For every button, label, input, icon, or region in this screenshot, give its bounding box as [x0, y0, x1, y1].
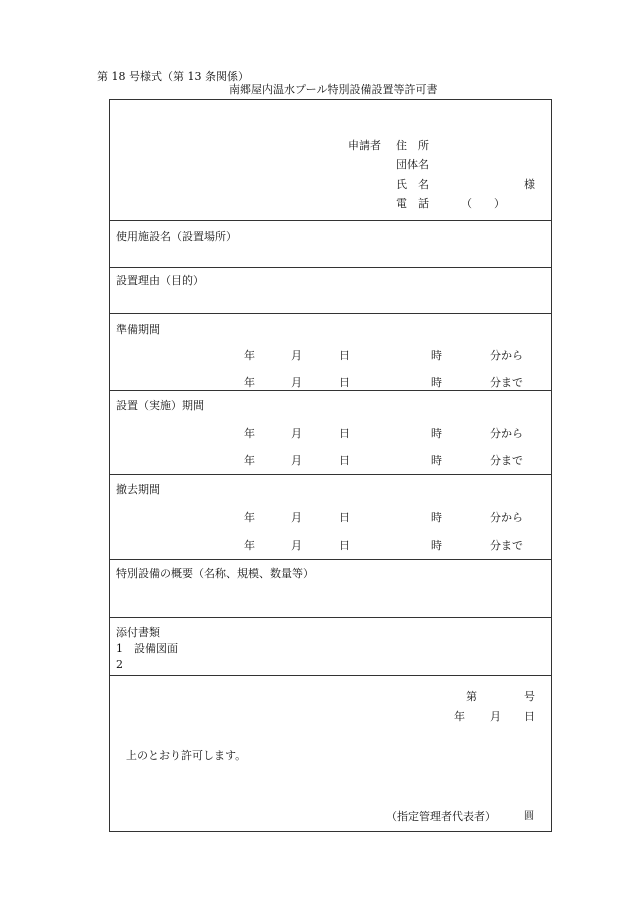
year-unit: 年 — [244, 454, 255, 467]
minute-until-unit: 分まで — [490, 454, 523, 467]
row-divider — [109, 390, 552, 391]
preparation-period-label: 準備期間 — [116, 323, 160, 336]
year-unit: 年 — [244, 427, 255, 440]
minute-until-unit: 分まで — [490, 539, 523, 552]
month-unit: 月 — [291, 539, 302, 552]
year-unit: 年 — [244, 376, 255, 389]
row-divider — [109, 559, 552, 560]
hour-unit: 時 — [431, 511, 442, 524]
removal-period-label: 撤去期間 — [116, 483, 160, 496]
day-unit: 日 — [339, 539, 350, 552]
attachment-item-1: 1 設備図面 — [116, 642, 178, 655]
address-label: 住 所 — [396, 139, 429, 152]
applicant-label: 申請者 — [348, 139, 381, 152]
hour-unit: 時 — [431, 427, 442, 440]
installation-period-label: 設置（実施）期間 — [116, 399, 204, 412]
row-divider — [109, 617, 552, 618]
year-unit: 年 — [244, 349, 255, 362]
minute-from-unit: 分から — [490, 349, 523, 362]
year-unit: 年 — [244, 539, 255, 552]
minute-from-unit: 分から — [490, 427, 523, 440]
document-title: 南郷屋内温水プール特別設備設置等許可書 — [229, 83, 438, 96]
month-unit: 月 — [291, 511, 302, 524]
hour-unit: 時 — [431, 376, 442, 389]
day-unit: 日 — [339, 454, 350, 467]
seal-mark: 圓 — [524, 811, 534, 822]
attachments-label: 添付書類 — [116, 626, 160, 639]
row-divider — [109, 220, 552, 221]
minute-until-unit: 分まで — [490, 376, 523, 389]
day-unit: 日 — [339, 511, 350, 524]
phone-parentheses: （ ） — [461, 197, 505, 210]
day-unit: 日 — [339, 376, 350, 389]
hour-unit: 時 — [431, 349, 442, 362]
attachment-item-2: 2 — [116, 658, 123, 671]
day-unit: 日 — [339, 349, 350, 362]
name-label: 氏 名 — [396, 178, 429, 191]
month-unit: 月 — [291, 454, 302, 467]
honorific: 様 — [524, 178, 535, 191]
row-divider — [109, 313, 552, 314]
approval-month-unit: 月 — [490, 710, 501, 723]
permit-number-suffix: 号 — [524, 690, 535, 703]
month-unit: 月 — [291, 427, 302, 440]
phone-label: 電 話 — [396, 197, 429, 210]
signer-title: （指定管理者代表者） — [386, 810, 496, 823]
day-unit: 日 — [339, 427, 350, 440]
month-unit: 月 — [291, 376, 302, 389]
approval-year-unit: 年 — [454, 710, 465, 723]
organization-label: 団体名 — [396, 158, 429, 171]
reason-label: 設置理由（目的） — [116, 274, 204, 287]
month-unit: 月 — [291, 349, 302, 362]
year-unit: 年 — [244, 511, 255, 524]
facility-name-label: 使用施設名（設置場所） — [116, 230, 237, 243]
row-divider — [109, 267, 552, 268]
form-number: 第 18 号様式（第 13 条関係） — [97, 70, 249, 83]
permit-number-prefix: 第 — [466, 690, 477, 703]
approval-day-unit: 日 — [524, 710, 535, 723]
equipment-overview-label: 特別設備の概要（名称、規模、数量等） — [116, 567, 314, 580]
hour-unit: 時 — [431, 539, 442, 552]
row-divider — [109, 474, 552, 475]
minute-from-unit: 分から — [490, 511, 523, 524]
row-divider — [109, 675, 552, 676]
approval-statement: 上のとおり許可します。 — [126, 749, 247, 762]
hour-unit: 時 — [431, 454, 442, 467]
